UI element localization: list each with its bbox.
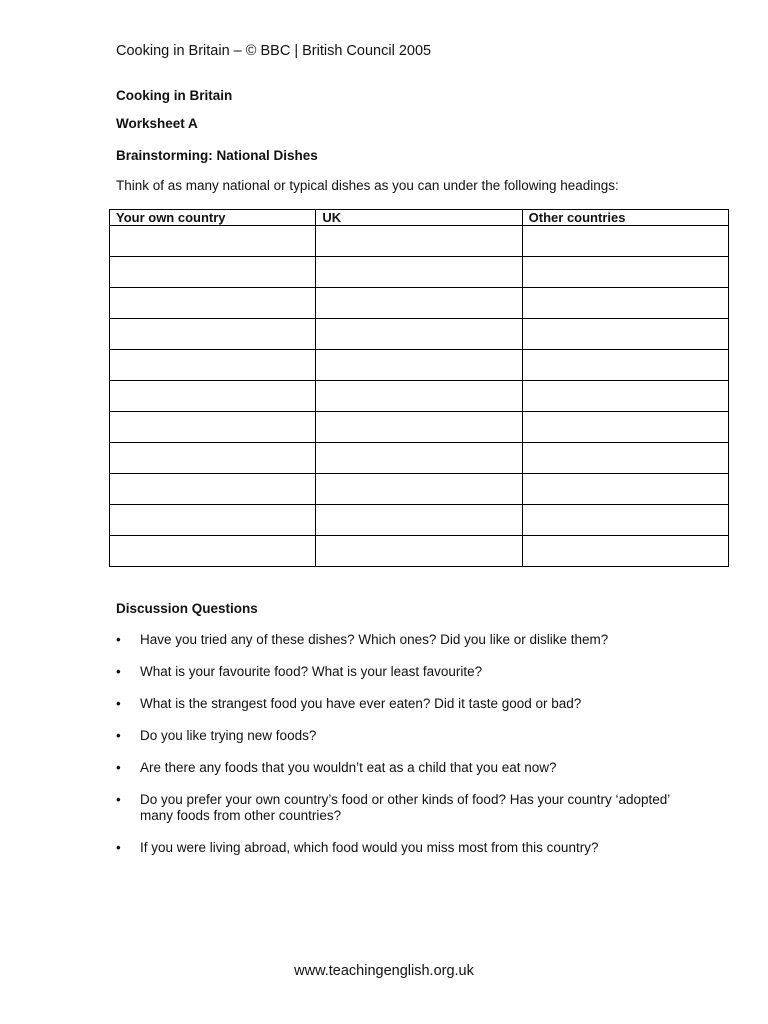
table-row xyxy=(110,226,729,257)
table-row xyxy=(110,443,729,474)
table-cell xyxy=(522,474,728,505)
footer-url: www.teachingenglish.org.uk xyxy=(294,963,474,979)
table-row xyxy=(110,381,729,412)
bullet-icon: • xyxy=(116,632,121,647)
table-cell xyxy=(316,257,522,288)
table-row xyxy=(110,412,729,443)
question-text: Are there any foods that you wouldn’t eat as a child that you eat now? xyxy=(140,760,557,775)
table-row xyxy=(110,350,729,381)
instructions-text: Think of as many national or typical dishes as you can under the following headings: xyxy=(116,178,619,193)
table-row xyxy=(110,319,729,350)
table-row xyxy=(110,257,729,288)
bullet-icon: • xyxy=(116,664,121,679)
table-cell xyxy=(522,257,728,288)
table-cell xyxy=(110,474,316,505)
table-cell xyxy=(110,288,316,319)
table-cell xyxy=(522,381,728,412)
question-text: Do you prefer your own country’s food or other kinds of food? Has your country ‘adopted’ many foods from other countries? xyxy=(140,792,670,823)
table-cell xyxy=(316,474,522,505)
list-item xyxy=(116,728,676,744)
discussion-title: Discussion Questions xyxy=(116,601,258,616)
list-item xyxy=(116,664,676,680)
table-cell xyxy=(110,412,316,443)
list-item xyxy=(116,632,676,648)
table-cell xyxy=(522,505,728,536)
table-row xyxy=(110,505,729,536)
bullet-icon: • xyxy=(116,840,121,855)
table-cell xyxy=(316,350,522,381)
question-text: What is the strangest food you have ever eaten? Did it taste good or bad? xyxy=(140,696,582,711)
column-header-own-country: Your own country xyxy=(110,210,316,226)
table-cell xyxy=(522,288,728,319)
list-item xyxy=(116,840,676,856)
section-title: Brainstorming: National Dishes xyxy=(116,148,318,163)
table-body xyxy=(110,226,729,567)
question-text: If you were living abroad, which food would you miss most from this country? xyxy=(140,840,599,855)
table-row xyxy=(110,536,729,567)
national-dishes-table xyxy=(109,209,729,567)
table-cell xyxy=(110,536,316,567)
question-text: What is your favourite food? What is your least favourite? xyxy=(140,664,483,679)
discussion-question-list xyxy=(116,632,676,872)
table-cell xyxy=(316,536,522,567)
table-cell xyxy=(522,226,728,257)
worksheet-label: Worksheet A xyxy=(116,116,198,131)
table-cell xyxy=(316,319,522,350)
table-cell xyxy=(110,505,316,536)
table-row xyxy=(110,288,729,319)
list-item xyxy=(116,696,676,712)
table-cell xyxy=(522,319,728,350)
table-cell xyxy=(110,226,316,257)
table-cell xyxy=(316,226,522,257)
bullet-icon: • xyxy=(116,760,121,775)
question-text: Have you tried any of these dishes? Which ones? Did you like or dislike them? xyxy=(140,632,609,647)
table-header-row xyxy=(110,210,729,226)
question-text: Do you like trying new foods? xyxy=(140,728,317,743)
table-cell xyxy=(110,381,316,412)
table-cell xyxy=(110,257,316,288)
document-title: Cooking in Britain xyxy=(116,88,233,103)
table-cell xyxy=(110,443,316,474)
bullet-icon: • xyxy=(116,792,121,807)
table-cell xyxy=(316,288,522,319)
table-cell xyxy=(110,350,316,381)
table-cell xyxy=(522,350,728,381)
bullet-icon: • xyxy=(116,696,121,711)
table-cell xyxy=(316,412,522,443)
table-cell xyxy=(316,443,522,474)
table-cell xyxy=(110,319,316,350)
list-item xyxy=(116,760,676,776)
table-cell xyxy=(522,443,728,474)
table-cell xyxy=(316,381,522,412)
bullet-icon: • xyxy=(116,728,121,743)
table-cell xyxy=(316,505,522,536)
table-cell xyxy=(522,412,728,443)
column-header-uk: UK xyxy=(316,210,522,226)
column-header-other-countries: Other countries xyxy=(522,210,728,226)
table-row xyxy=(110,474,729,505)
list-item xyxy=(116,792,676,824)
page-header: Cooking in Britain – © BBC | British Council 2005 xyxy=(116,43,432,59)
table-cell xyxy=(522,536,728,567)
